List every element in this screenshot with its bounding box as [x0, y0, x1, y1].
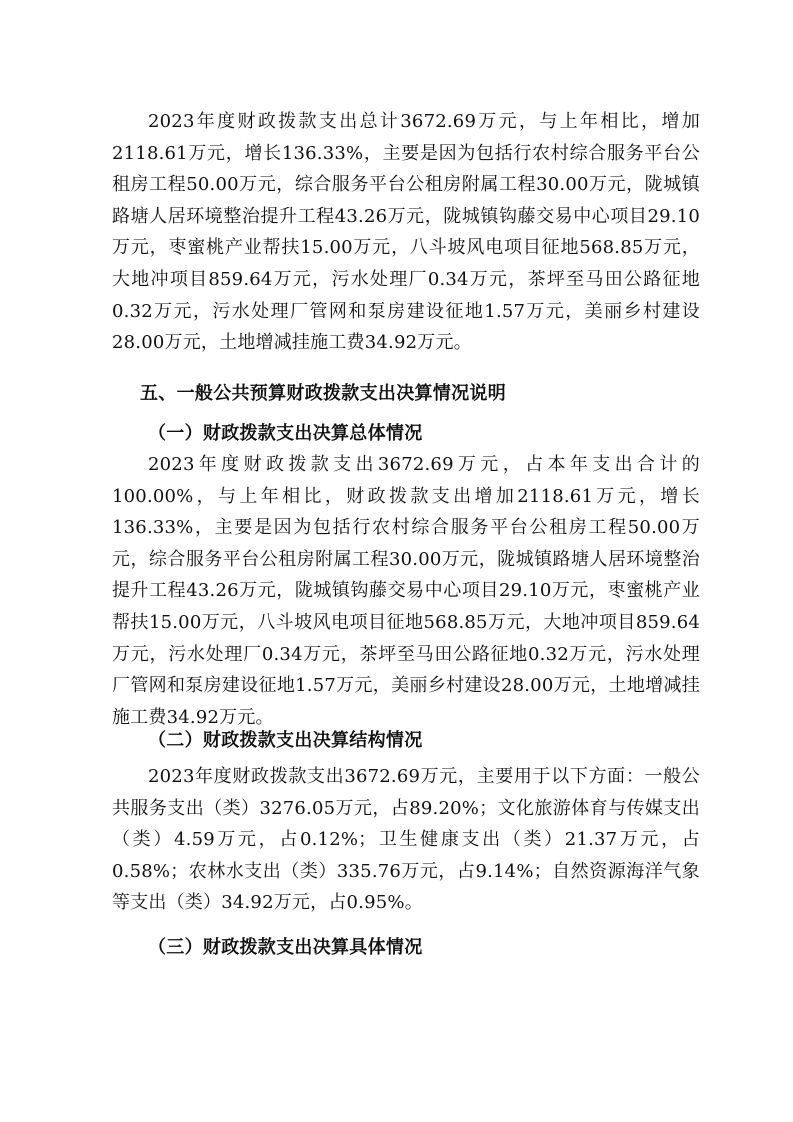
paragraph-structure-situation: 2023年度财政拨款支出3672.69万元，主要用于以下方面：一般公共服务支出（类）3276.05万元，占89.20%；文化旅游体育与传媒支出（类）4.59万元，占0.12%；卫生健康支出（类）21.37万元，占0.58%；农林水支出（类）335.76万元，占9.14%；自然资源海洋气象等支出（类）34.92万元，占0.95%。 — [112, 766, 700, 914]
subsection-heading-specific: （三）财政拨款支出决算具体情况 — [148, 937, 423, 958]
paragraph-total-expenditure: 2023年度财政拨款支出总计3672.69万元，与上年相比，增加2118.61万元，增长136.33%，主要是因为包括行农村综合服务平台公租房工程50.00万元，综合服务平台公租房附属工程30.00万元，陇城镇路塘人居环境整治提升工程43.26万元，陇城镇钩藤交易中心项目29.10万元，枣蜜桃产业帮扶15.00万元，八斗坡风电项目征地568.85万元，大地冲项目859.64万元，污水处理厂0.34万元，茶坪至马田公路征地0.32万元，污水处理厂管网和泵房建设征地1.57万元，美丽乡村建设28.00万元，土地增减挂施工费34.92万元。 — [112, 111, 700, 354]
subsection-heading-overall: （一）财政拨款支出决算总体情况 — [148, 423, 423, 444]
section-heading-general-budget: 五、一般公共预算财政拨款支出决算情况说明 — [140, 383, 506, 404]
paragraph-overall-situation: 2023年度财政拨款支出3672.69万元，占本年支出合计的100.00%，与上年相比，财政拨款支出增加2118.61万元，增长136.33%，主要是因为包括行农村综合服务平台公租房工程50.00万元，综合服务平台公租房附属工程30.00万元，陇城镇路塘人居环境整治提升工程43.26万元，陇城镇钩藤交易中心项目29.10万元，枣蜜桃产业帮扶15.00万元，八斗坡风电项目征地568.85万元，大地冲项目859.64万元，污水处理厂0.34万元，茶坪至马田公路征地0.32万元，污水处理厂管网和泵房建设征地1.57万元，美丽乡村建设28.00万元，土地增减挂施工费34.92万元。 — [112, 454, 700, 728]
subsection-heading-structure: （二）财政拨款支出决算结构情况 — [148, 730, 423, 751]
